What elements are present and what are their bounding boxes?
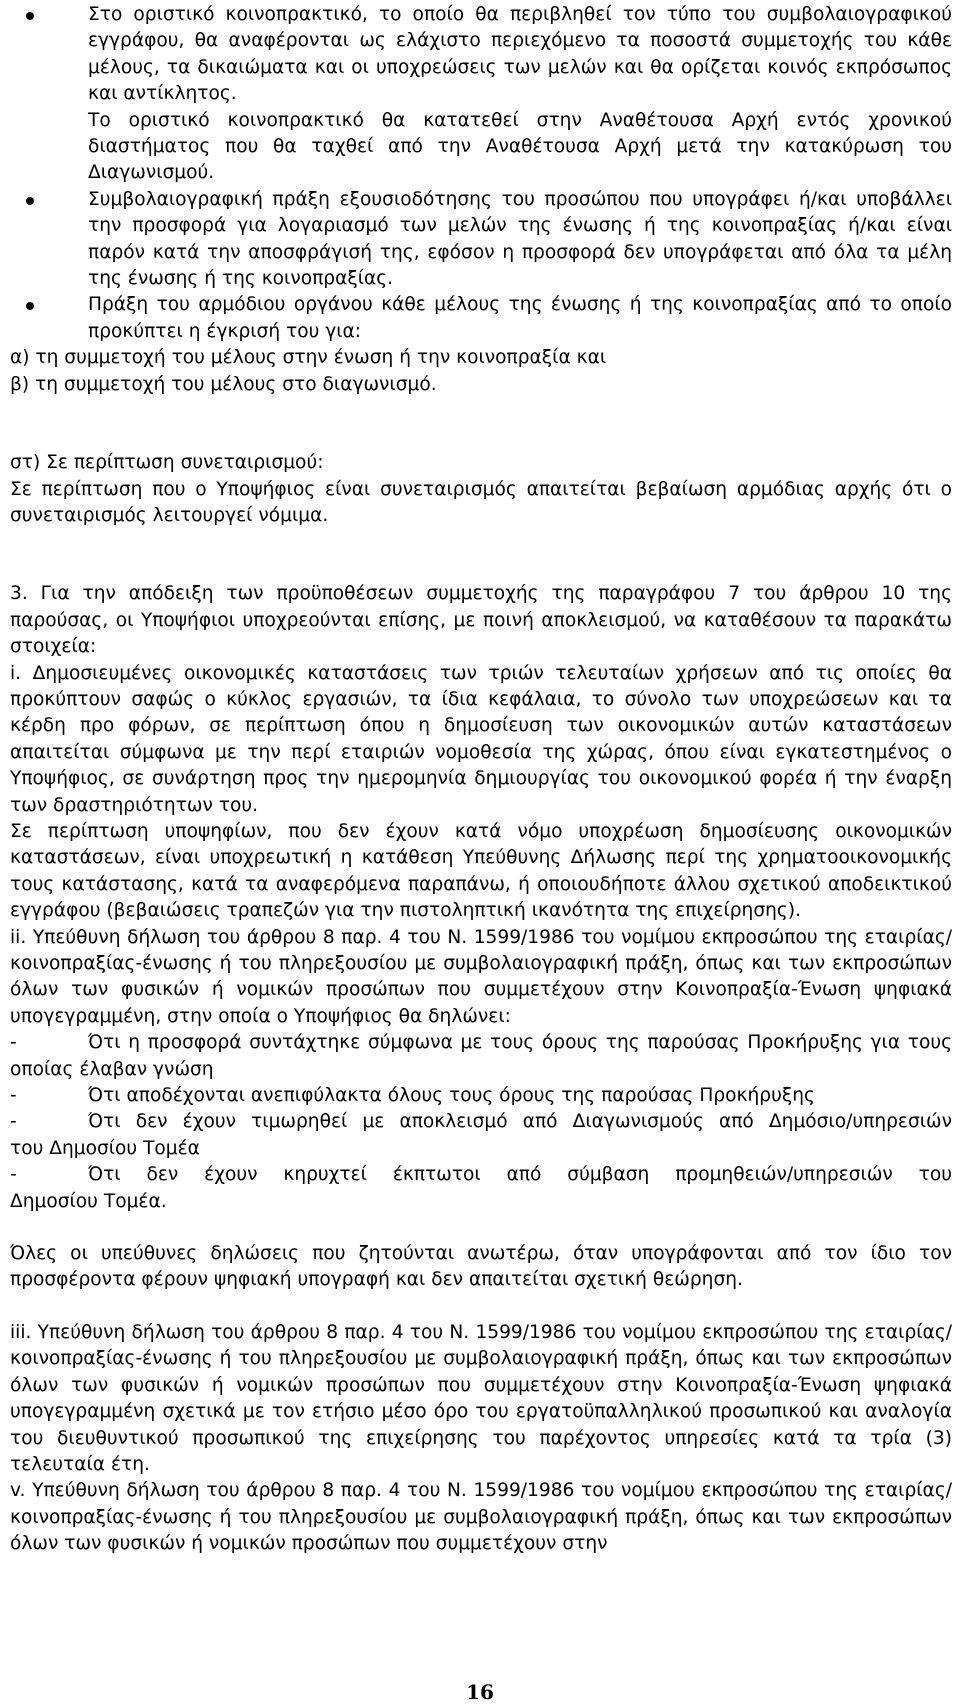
spacer	[10, 1294, 952, 1320]
declaration-text-continued: του Δημοσίου Τομέα	[10, 1137, 200, 1159]
section-3-item-ii: ii. Υπεύθυνη δήλωση του άρθρου 8 παρ. 4 του Ν. 1599/1986 του νομίμου εκπροσώπου της εταιρίας/κοινοπραξίας-ένωσης ή του πληρεξουσίου με συμβολαιογραφική πράξη, όπως και των εκπροσώπων όλων των φυσικών ή νομικών προσώπων που συμμετέχουν στην Κοινοπραξία-Ένωση ψηφιακά υπογεγραμμένη, στην οποία ο Υποψήφιος θα δηλώνει:	[10, 926, 952, 1027]
spacer	[10, 1215, 952, 1241]
declaration-text: Ότι δεν έχουν κηρυχτεί έκπτωτοι από σύμβαση προμηθειών/υπηρεσιών του	[88, 1164, 952, 1186]
section-3-item-v: v. Υπεύθυνη δήλωση του άρθρου 8 παρ. 4 του Ν. 1599/1986 του νομίμου εκπροσώπου της εταιρίας/κοινοπραξίας-ένωσης ή του πληρεξουσίου με συμβολαιογραφική πράξη, όπως και των εκπροσώπων όλων των φυσικών ή νομικών προσώπων που συμμετέχουν στην	[10, 1480, 952, 1555]
declaration-item	[10, 1109, 952, 1162]
dash-marker: -	[10, 1085, 17, 1107]
bullet-icon	[26, 302, 34, 310]
list-item-text: Συμβολαιογραφική πράξη εξουσιοδότησης του προσώπου που υπογράφει ή/και υποβάλλει την προσφορά για λογαριασμό των μελών της ένωσης ή της κοινοπραξίας ή/και είναι παρόν κατά την αποσφράγισή της, εφόσον η προσφορά δεν υπογράφεται από όλα τα μέλη της ένωσης ή της κοινοπραξίας.	[88, 188, 952, 290]
page-number: 16	[466, 1680, 494, 1704]
declaration-item	[10, 1162, 952, 1215]
document-body	[10, 2, 952, 1558]
list-item-text: Το οριστικό κοινοπρακτικό θα κατατεθεί στην Αναθέτουσα Αρχή εντός χρονικού διαστήματος που θα ταχθεί από την Αναθέτουσα Αρχή μετά την κατακύρωση του Διαγωνισμού.	[88, 109, 952, 184]
section-3-intro: 3. Για την απόδειξη των προϋποθέσεων συμμετοχής της παραγράφου 7 του άρθρου 10 της παρούσας, οι Υποψήφιοι υποχρεούνται επίσης, με ποινή αποκλεισμού, να καταθέσουν τα παρακάτω στοιχεία:	[10, 583, 952, 658]
list-item	[10, 187, 952, 293]
list-item-text: Στο οριστικό κοινοπρακτικό, το οποίο θα περιβληθεί τον τύπο του συμβολαιογραφικού εγγράφου, θα αναφέρονται ως ελάχιστο περιεχόμενο τα ποσοστά συμμετοχής του κάθε μέλους, τα δικαιώματα και οι υποχρεώσεις των μελών και θα ορίζεται κοινός εκπρόσωπος και αντίκλητος.	[88, 4, 952, 105]
list-item	[10, 292, 952, 345]
dash-marker: -	[10, 1164, 17, 1186]
section-3-item-i-extra: Σε περίπτωση υποψηφίων, που δεν έχουν κατά νόμο υποχρέωση δημοσίευσης οικονομικών καταστάσεων, είναι υποχρεωτική η κατάθεση Υπεύθυνης Δήλωσης περί της χρηματοοικονομικής τους κατάστασης, κατά τα αναφερόμενα παραπάνω, ή οποιουδήποτε άλλου σχετικού αποδεικτικού εγγράφου (βεβαιώσεις τραπεζών για την πιστοληπτική ικανότητα της επιχείρησης).	[10, 820, 952, 922]
declaration-text: Ότι η προσφορά συντάχτηκε σύμφωνα με τους όρους της παρούσας Προκήρυξης για τους	[88, 1032, 952, 1054]
cooperative-text: Σε περίπτωση που ο Υποψήφιος είναι συνεταιρισμός απαιτείται βεβαίωση αρμόδιας αρχής ότι ο συνεταιρισμός λειτουργεί νόμιμα.	[10, 478, 952, 526]
dash-marker: -	[10, 1111, 17, 1133]
bullet-icon	[26, 12, 34, 20]
cooperative-heading: στ) Σε περίπτωση συνεταιρισμού:	[10, 452, 324, 474]
spacer	[10, 398, 952, 450]
list-item	[10, 2, 952, 187]
section-3-item-iii: iii. Υπεύθυνη δήλωση του άρθρου 8 παρ. 4 του Ν. 1599/1986 του νομίμου εκπροσώπου της εταιρίας/κοινοπραξίας-ένωσης ή του πληρεξουσίου με συμβολαιογραφική πράξη, όπως και των εκπροσώπων όλων των φυσικών ή νομικών προσώπων που συμμετέχουν στην Κοινοπραξία-Ένωση ψηφιακά υπογεγραμμένη σχετικά με τον ετήσιο μέσο όρο του εργατοϋπαλληλικού προσωπικού και αναλογία του διευθυντικού προσωπικού της επιχείρησης του παρέχοντος υπηρεσίες κατά τα τρία (3) τελευταία έτη.	[10, 1321, 952, 1475]
spacer	[10, 529, 952, 581]
declaration-item	[10, 1083, 952, 1109]
dash-marker: -	[10, 1032, 17, 1054]
declaration-text-continued: οποίας έλαβαν γνώση	[10, 1058, 214, 1080]
approval-item-a: α) τη συμμετοχή του μέλους στην ένωση ή την κοινοπραξία και	[10, 347, 607, 369]
list-item-text: Πράξη του αρμόδιου οργάνου κάθε μέλους της ένωσης ή της κοινοπραξίας από το οποίο προκύπτει η έγκρισή του για:	[88, 294, 952, 342]
declaration-item	[10, 1030, 952, 1083]
section-3-item-i: i. Δημοσιευμένες οικονομικές καταστάσεις των τριών τελευταίων χρήσεων από τις οποίες θα προκύπτουν σαφώς ο κύκλος εργασιών, τα ίδια κεφάλαια, το σύνολο των υποχρεώσεων και τα κέρδη προ φόρων, σε περίπτωση όπου η δημοσίευση των οικονομικών αυτών καταστάσεων απαιτείται σύμφωνα με την περί εταιριών νομοθεσία της χώρας, όπου είναι εγκατεστημένος ο Υποψήφιος, σε συνάρτηση προς την ημερομηνία δημιουργίας του οικονομικού φορέα ή την έναρξη των δραστηριότητων του.	[10, 662, 952, 816]
declaration-text-continued: Δημοσίου Τομέα.	[10, 1190, 167, 1212]
approval-item-b: β) τη συμμετοχή του μέλους στο διαγωνισμό.	[10, 373, 437, 395]
declaration-text: Ότι δεν έχουν τιμωρηθεί με αποκλεισμό από Διαγωνισμούς από Δημόσιο/υπηρεσιών	[88, 1111, 952, 1133]
requirements-bullet-list	[10, 2, 952, 345]
bullet-icon	[26, 197, 34, 205]
declaration-text: Ότι αποδέχονται ανεπιφύλακτα όλους τους όρους της παρούσας Προκήρυξης	[88, 1085, 815, 1107]
declarations-note: Όλες οι υπεύθυνες δηλώσεις που ζητούνται ανωτέρω, όταν υπογράφονται από τον ίδιο τον προσφέροντα φέρουν ψηφιακή υπογραφή και δεν απαιτείται σχετική θεώρηση.	[10, 1243, 952, 1291]
declarations-list	[10, 1030, 952, 1215]
